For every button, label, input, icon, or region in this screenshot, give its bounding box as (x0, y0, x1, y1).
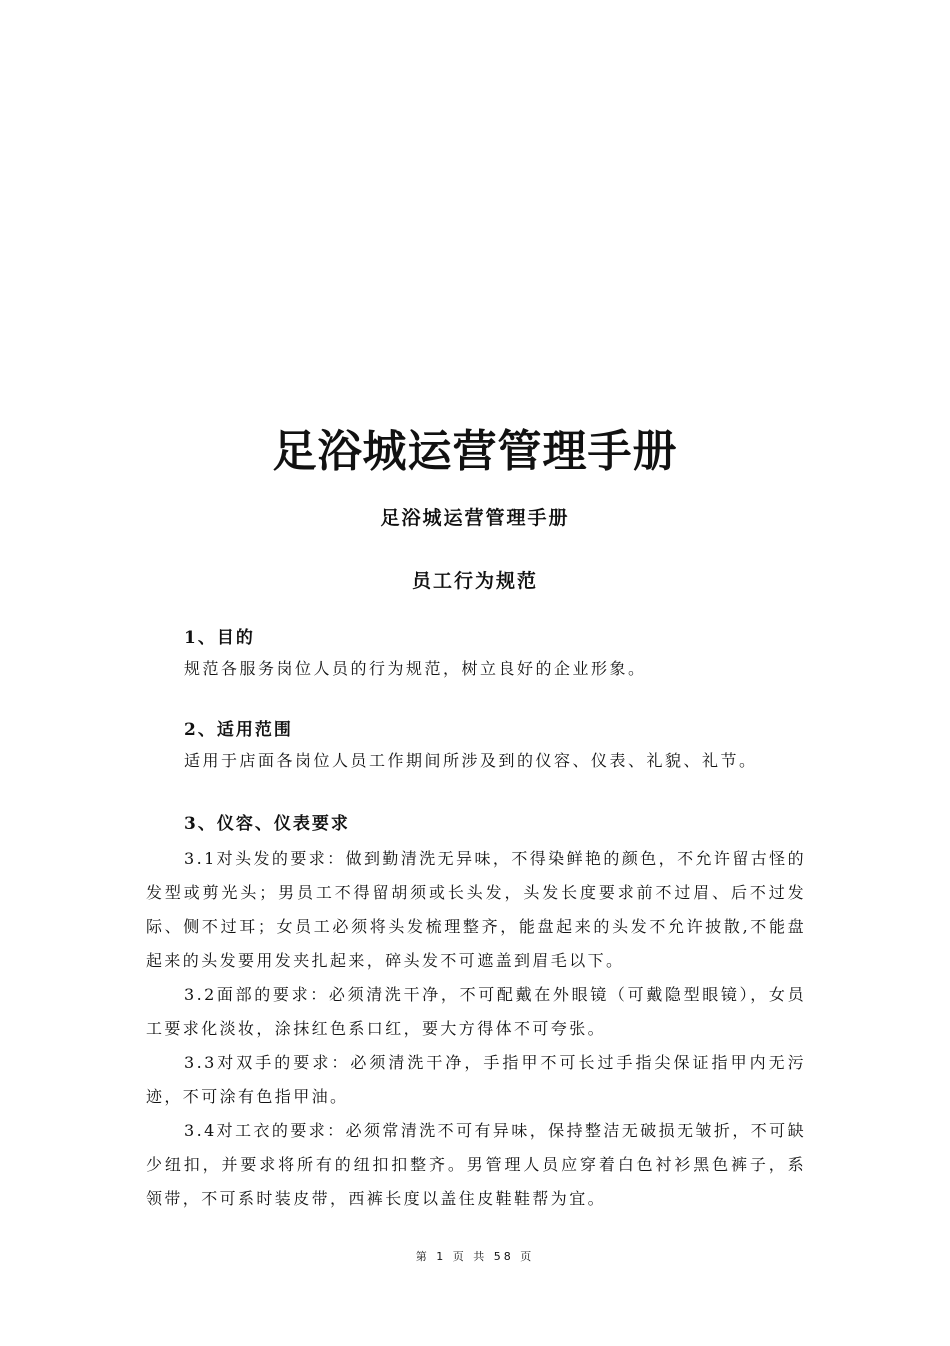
section-title: 员工行为规范 (411, 570, 538, 592)
page-number-footer: 第 1 页 共 58 页 (415, 1250, 535, 1263)
section-purpose (146, 624, 806, 686)
section-heading: 3、仪容、仪表要求 (184, 814, 350, 834)
section-text: 规范各服务岗位人员的行为规范，树立良好的企业形象。 (184, 659, 647, 678)
paragraph-hands: 3.3对双手的要求：必须清洗干净，手指甲不可长过手指尖保证指甲内无污迹，不可涂有色指甲油。 (146, 1053, 806, 1106)
paragraph-uniform: 3.4对工衣的要求：必须常清洗不可有异味，保持整洁无破损无皱折，不可缺少纽扣，并要求将所有的纽扣扣整齐。男管理人员应穿着白色衬衫黑色裤子，系领带，不可系时装皮带，西裤长度以盖住皮鞋鞋帮为宜。 (146, 1121, 806, 1208)
paragraph-hair: 3.1对头发的要求：做到勤清洗无异味，不得染鲜艳的颜色，不允许留古怪的发型或剪光头；男员工不得留胡须或长头发，头发长度要求前不过眉、后不过发际、侧不过耳；女员工必须将头发梳理整齐，能盘起来的头发不允许披散,不能盘起来的头发要用发夹扎起来，碎头发不可遮盖到眉毛以下。 (146, 849, 806, 970)
subtitle: 足浴城运营管理手册 (380, 507, 570, 529)
section-heading: 2、适用范围 (184, 720, 293, 740)
section-appearance (146, 810, 806, 1216)
main-title: 足浴城运营管理手册 (272, 426, 678, 477)
section-heading: 1、目的 (184, 628, 255, 648)
section-text: 适用于店面各岗位人员工作期间所涉及到的仪容、仪表、礼貌、礼节。 (184, 751, 758, 770)
section-scope (146, 716, 806, 778)
paragraph-face: 3.2面部的要求：必须清洗干净，不可配戴在外眼镜（可戴隐型眼镜），女员工要求化淡妆，涂抹红色系口红，要大方得体不可夸张。 (146, 985, 806, 1038)
document-body (146, 624, 806, 1216)
